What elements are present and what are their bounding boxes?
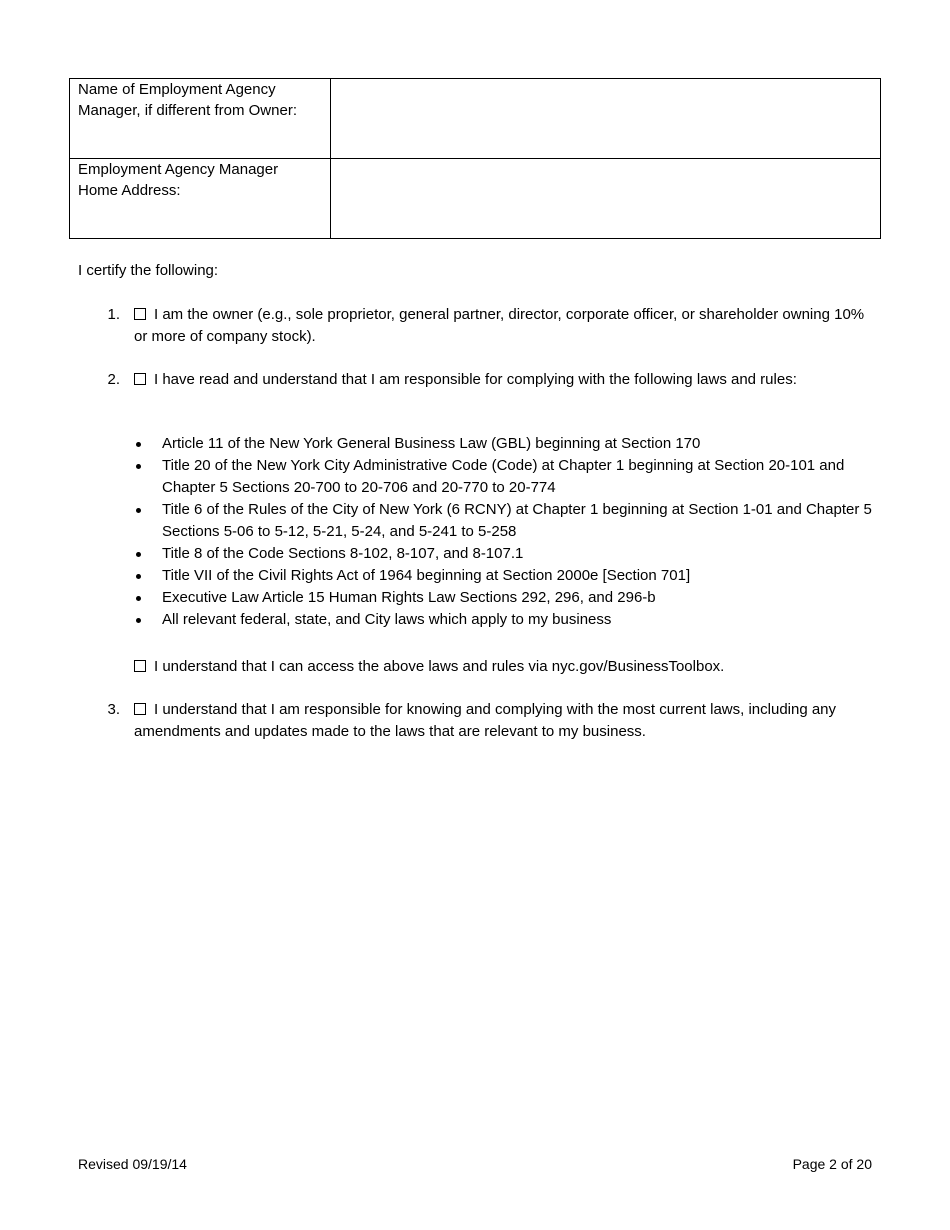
item-text: I understand that I am responsible for knowing and complying with the most current laws, including any amendments and updates made to the laws that are relevant to my business. [134, 701, 837, 740]
list-item-text: Executive Law Article 15 Human Rights Law Sections 292, 296, and 296-b [162, 589, 656, 606]
bullet-icon [136, 596, 141, 601]
list-item-text: Title 20 of the New York City Administrative Code (Code) at Chapter 1 beginning at Section 20-101 and Chapter 5 Sections 20-700 to 20-706 and 20-770 to 20-774 [162, 457, 845, 496]
access-note [134, 656, 874, 678]
page-number: Page 2 of 20 [792, 1156, 872, 1172]
item-number: 1. [107, 306, 120, 323]
laws-list [134, 433, 874, 631]
manager-name-label: Name of Employment Agency Manager, if different from Owner: [70, 79, 331, 159]
certify-intro: I certify the following: [78, 262, 219, 279]
list-item [134, 543, 874, 565]
item-text: I have read and understand that I am responsible for complying with the following laws and rules: [154, 371, 797, 388]
manager-address-field[interactable] [331, 159, 881, 239]
item-number: 2. [107, 371, 120, 388]
bullet-icon [136, 442, 141, 447]
certify-item-laws [134, 369, 874, 391]
list-item [134, 433, 874, 455]
checkbox-laws[interactable] [134, 373, 146, 385]
list-item [134, 455, 874, 499]
manager-info-table [69, 78, 881, 239]
list-item [134, 499, 874, 543]
checkbox-owner[interactable] [134, 308, 146, 320]
item-number: 3. [107, 701, 120, 718]
manager-name-field[interactable] [331, 79, 881, 159]
list-item-text: Title 8 of the Code Sections 8-102, 8-107, and 8-107.1 [162, 545, 524, 562]
list-item-text: Article 11 of the New York General Business Law (GBL) beginning at Section 170 [162, 435, 701, 452]
list-item [134, 565, 874, 587]
access-note-text: I understand that I can access the above laws and rules via nyc.gov/BusinessToolbox. [154, 658, 725, 675]
list-item [134, 587, 874, 609]
list-item-text: Title VII of the Civil Rights Act of 1964 beginning at Section 2000e [Section 701] [162, 567, 691, 584]
revised-date: Revised 09/19/14 [78, 1156, 187, 1172]
certify-item-owner [134, 304, 874, 348]
bullet-icon [136, 552, 141, 557]
bullet-icon [136, 464, 141, 469]
list-item-text: All relevant federal, state, and City laws which apply to my business [162, 611, 612, 628]
list-item-text: Title 6 of the Rules of the City of New York (6 RCNY) at Chapter 1 beginning at Section 1-01 and Chapter 5 Sections 5-06 to 5-12, 5-21, 5-24, and 5-241 to 5-258 [162, 501, 872, 540]
item-text: I am the owner (e.g., sole proprietor, general partner, director, corporate officer, or shareholder owning 10% or more of company stock). [134, 306, 865, 345]
checkbox-access[interactable] [134, 660, 146, 672]
table-row [70, 159, 881, 239]
manager-address-label: Employment Agency Manager Home Address: [70, 159, 331, 239]
bullet-icon [136, 508, 141, 513]
checkbox-current-laws[interactable] [134, 703, 146, 715]
list-item [134, 609, 874, 631]
bullet-icon [136, 574, 141, 579]
table-row [70, 79, 881, 159]
certify-item-current-laws [134, 699, 874, 743]
bullet-icon [136, 618, 141, 623]
